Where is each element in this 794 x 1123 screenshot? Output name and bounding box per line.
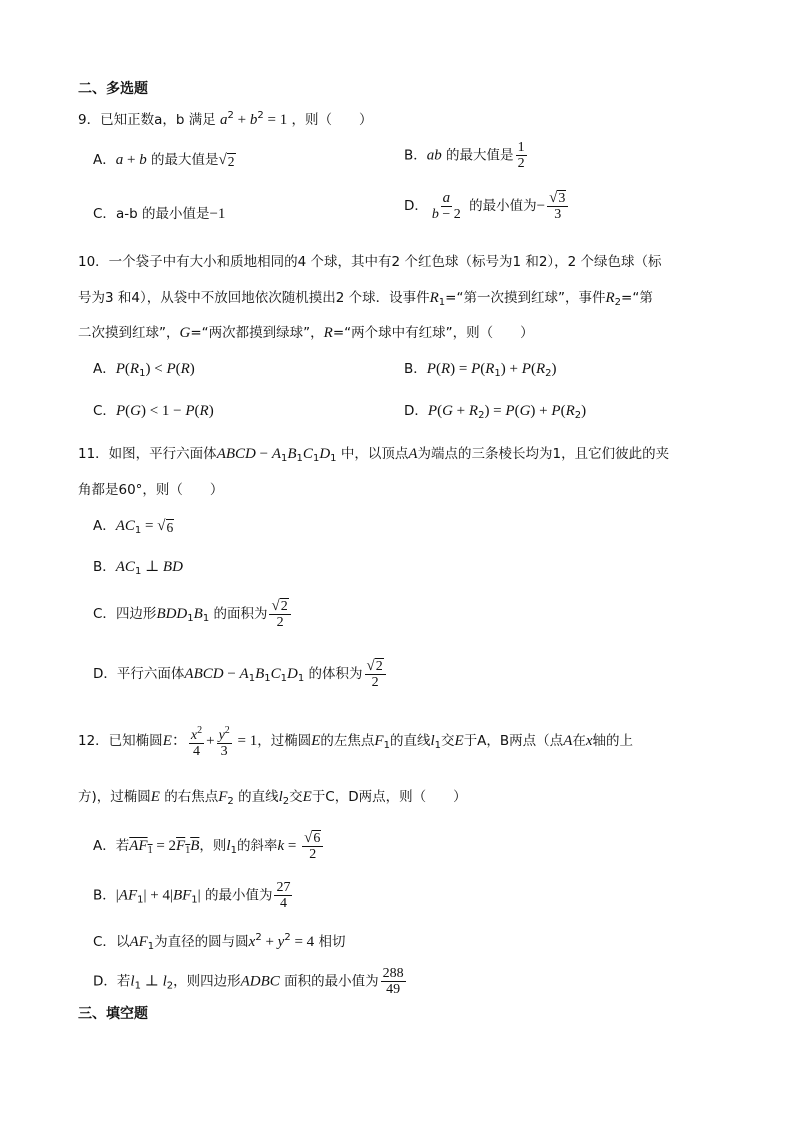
question-11-line-1: 11．如图，平行六面体ABCD − $A_1B_1C_1D_1$ 中，以顶点A为端点的三条棱长均为1，且它们彼此的夹 [78,446,670,464]
question-10-line-1: 10．一个袋子中有大小和质地相同的4 个球，其中有2 个红色球（标号为1 和2），2 个绿色球（标 [78,254,662,270]
question-11-option-a: A．$AC_1$ = √ 6 [93,518,174,536]
question-11-option-b: B．$AC_1$ ⊥ BD [93,559,183,577]
question-10-option-a: A．$P(R_1) < P(R)$ [93,361,195,379]
question-10-option-c: C．P(G) < 1 − P(R) [93,403,214,419]
question-9-option-a: A．a + b 的最大值是 √ 2 [93,152,235,169]
question-12-line-1: 12．已知椭圆E： $\frac{x^2}{4}$ + $\frac{y^2}{3}$ = 1，过椭圆E的左焦点$F_1$的直线$l_1$交E于A，B两点（点A在x轴的上 [78,725,634,759]
question-11-line-2: 角都是60°，则（ ） [78,482,224,498]
section-title-fill-in: 三、填空题 [78,1006,148,1022]
question-10-option-b: B．$P(R) = P(R_1) + P(R_2)$ [404,361,557,379]
question-9-option-b: B．ab 的最大值是 $\frac{1}{2}$ [404,140,525,171]
question-12-option-d: D．若$l_1$ ⊥ $l_2$，则四边形ADBC 面积的最小值为 $\frac{288}{49}$ [93,966,404,997]
question-12-option-b: B．$|AF_1| + 4|BF_1|$ 的最小值为 $\frac{27}{4}$ [93,880,291,911]
question-9-stem: 9．已知正数a，b 满足 $a^2 + b^2 = 1$ ，则（ ） [78,110,373,128]
question-12-option-a: A．若$AF_1 = 2F_1B$，则$l_1$的斜率k = √ 6 2 [93,830,325,862]
question-11-option-c: C．四边形$BDD_1B_1$ 的面积为 √ 2 2 [93,598,293,630]
section-title-multiple-choice: 二、多选题 [78,81,148,97]
question-9-option-c: C．a-b 的最小值是−1 [93,206,226,222]
question-10-option-d: D．$P(G + R_2) = P(G) + P(R_2)$ [404,403,587,421]
question-12-line-2: 方)，过椭圆E 的右焦点$F_2$ 的直线$l_2$交E于C，D两点，则（ ） [78,789,467,807]
question-9-option-d: D． $\frac{a}{b - 2}$ 的最小值为− √ 3 3 [404,190,570,222]
question-11-option-d: D．平行六面体ABCD − $A_1B_1C_1D_1$ 的体积为 √ 2 2 [93,658,388,690]
question-10-line-2: 号为3 和4），从袋中不放回地依次随机摸出2 个球．设事件$R_1=“$第一次摸到红球”，事件$R_2=“$第 [78,290,653,308]
question-12-option-c: C．以$AF_1$为直径的圆与圆$x^2 + y^2 = 4$ 相切 [93,932,346,952]
question-10-line-3: 二次摸到红球”，G=“两次都摸到绿球”，R=“两个球中有红球”，则（ ） [78,325,534,341]
